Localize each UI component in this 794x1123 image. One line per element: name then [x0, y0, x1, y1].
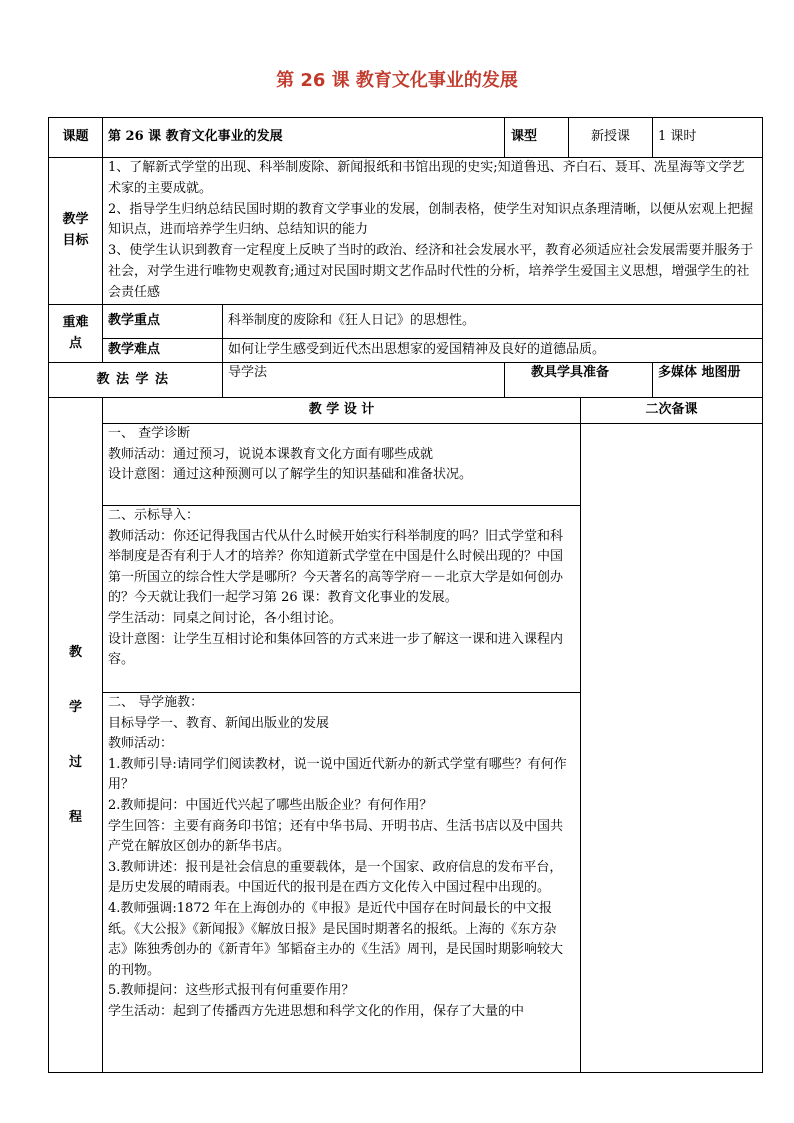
goals-content	[103, 158, 763, 305]
key-point-label: 教学重点	[103, 305, 223, 339]
backup-header: 二次备课	[581, 398, 763, 424]
lesson-type-label: 课型	[505, 118, 569, 158]
topic-value: 第 26 课 教育文化事业的发展	[103, 118, 505, 158]
goal-item: 2、指导学生归纳总结民国时期的教育文学事业的发展，创制表格，使学生对知识点条理清晰，以便从宏观上把握知识点，进而培养学生归纳、总结知识的能力	[108, 201, 754, 238]
method-row	[49, 363, 763, 398]
design-header: 教 学 设 计	[103, 398, 581, 424]
method-label: 教法学法	[49, 363, 223, 398]
goals-row	[49, 158, 763, 305]
lesson-hours: 1 课时	[653, 118, 763, 158]
goal-item: 3、使学生认识到教育一定程度上反映了当时的政治、经济和社会发展水平，教育必须适应社会发展需要并服务于社会，对学生进行唯物史观教育;通过对民国时期文艺作品时代性的分析，培养学生爱国主义思想，增强学生的社会责任感	[108, 243, 754, 300]
difficulty-value: 如何让学生感受到近代杰出思想家的爱国精神及良好的道德品质。	[223, 339, 763, 363]
topic-label: 课题	[49, 118, 103, 158]
design-header-row	[49, 398, 763, 424]
header-row	[49, 118, 763, 158]
tools-label: 教具学具准备	[505, 363, 653, 398]
section-content: 二、 导学施教： 目标导学一、教育、新闻出版业的发展 教师活动： 1.教师引导:请同学们阅读教材，说一说中国近代新办的新式学堂有哪些？有何作用？ 2.教师提问：中国近代兴起了哪些出版企业？有何作用？ 学生回答：主要有商务印书馆；还有中华书局、开明书店、生活书店以及中国共产党在解放区创办的新华书店。 3.教师讲述：报刊是社会信息的重要载体，是一个国家、政府信息的发布平台，是历史发展的晴雨表。中国近代的报刊是在西方文化传入中国过程中出现的。 4.教师强调:1872 年在上海创办的《申报》是近代中国存在时间最长的中文报纸。《大公报》《新闻报》《解放日报》是民国时期著名的报纸。上海的《东方杂志》陈独秀创办的《新青年》邹韬奋主办的《生活》周刊，是民国时期影响较大的刊物。 5.教师提问：这些形式报刊有何重要作用？ 学生活动：起到了传播西方先进思想和科学文化的作用，保存了大量的中	[103, 693, 581, 1073]
difficulty-row	[49, 339, 763, 363]
process-label: 教 学 过 程	[49, 398, 103, 1073]
page-title: 第 26 课 教育文化事业的发展	[276, 70, 518, 91]
lesson-type-value: 新授课	[569, 118, 653, 158]
backup-notes	[581, 424, 763, 1073]
lesson-plan-table	[48, 117, 763, 1073]
section-content: 一、 查学诊断 教师活动：通过预习，说说本课教育文化方面有哪些成就 设计意图：通过这种预测可以了解学生的知识基础和准备状况。	[103, 424, 581, 506]
key-point-row	[49, 305, 763, 339]
goal-item: 1、了解新式学堂的出现、科举制废除、新闻报纸和书馆出现的史实;知道鲁迅、齐白石、聂耳、冼星海等文学艺术家的主要成就。	[108, 160, 745, 196]
method-value: 导学法	[223, 363, 505, 398]
key-point-value: 科举制度的废除和《狂人日记》的思想性。	[223, 305, 763, 339]
section-content: 二、示标导入： 教师活动：你还记得我国古代从什么时候开始实行科举制度的吗？旧式学堂和科举制度是否有利于人才的培养？你知道新式学堂在中国是什么时候出现的？中国第一所国立的综合性大学是哪所？今天著名的高等学府－－北京大学是如何创办的？今天就让我们一起学习第 26 课：教育文化事业的发展。 学生活动：同桌之间讨论，各小组讨论。 设计意图：让学生互相讨论和集体回答的方式来进一步了解这一课和进入课程内容。	[103, 506, 581, 693]
goals-label: 教学 目标	[49, 158, 103, 305]
difficulty-label: 教学难点	[103, 339, 223, 363]
key-difficulty-label: 重难 点	[49, 305, 103, 363]
section-diagnosis	[49, 424, 763, 506]
tools-value: 多媒体 地图册	[653, 363, 763, 398]
